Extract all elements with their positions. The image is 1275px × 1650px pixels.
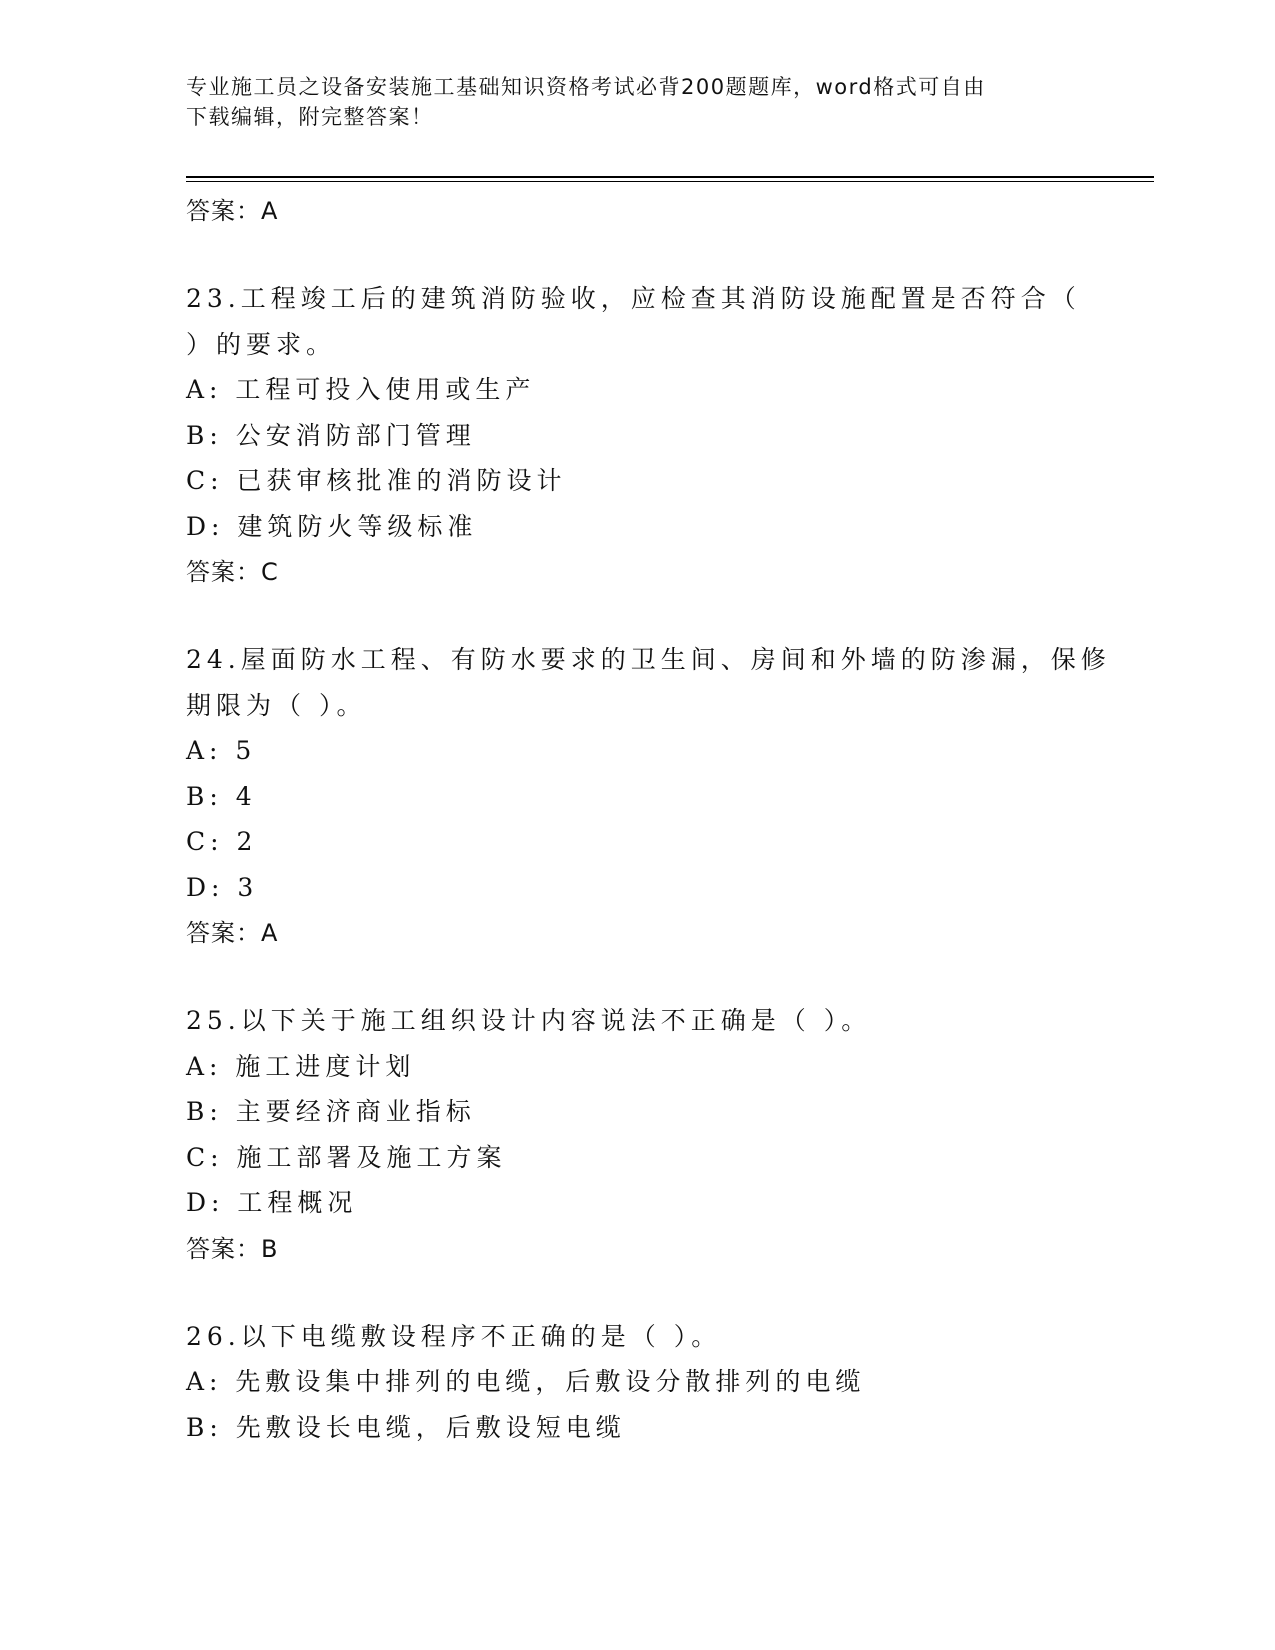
option-d: D: 建筑防火等级标准: [186, 511, 478, 541]
spacer: [186, 956, 1086, 998]
header-line-1: 专业施工员之设备安装施工基础知识资格考试必背200题题库，word格式可自由: [186, 75, 986, 99]
option-d: D: 3: [186, 872, 259, 902]
option-c: C: 已获审核批准的消防设计: [186, 466, 567, 495]
document-header: [186, 72, 1066, 132]
option-a: A: 施工进度计划: [186, 1051, 416, 1081]
option-a: A: 工程可投入使用或生产: [186, 375, 536, 404]
previous-answer: 答案：A: [186, 197, 279, 225]
header-rule-thin: [186, 181, 1154, 182]
document-body: [186, 188, 1111, 1450]
spacer: [186, 1272, 1086, 1314]
answer: 答案：C: [186, 558, 279, 586]
question-26: [186, 1314, 1086, 1451]
question-stem-line-2: ）的要求。: [186, 329, 337, 359]
option-a: A: 先敷设集中排列的电缆，后敷设分散排列的电缆: [186, 1367, 866, 1396]
option-b: B: 先敷设长电缆，后敷设短电缆: [186, 1412, 626, 1442]
question-24: [186, 637, 1111, 956]
question-stem-line-1: 24.屋面防水工程、有防水要求的卫生间、房间和外墙的防渗漏，保修: [186, 645, 1111, 674]
spacer: [186, 595, 1086, 637]
header-rule-thick: [186, 176, 1154, 178]
question-stem-line-2: 期限为（ ）。: [186, 690, 367, 720]
question-25: [186, 998, 1086, 1272]
option-b: B: 4: [186, 781, 257, 811]
option-b: B: 公安消防部门管理: [186, 420, 476, 450]
question-stem-line-1: 26.以下电缆敷设程序不正确的是（ ）。: [186, 1321, 722, 1351]
option-c: C: 2: [186, 827, 258, 856]
answer: 答案：B: [186, 1234, 279, 1263]
option-a: A: 5: [186, 736, 257, 765]
question-stem-line-1: 23.工程竣工后的建筑消防验收，应检查其消防设施配置是否符合（: [186, 284, 1081, 313]
question-stem-line-1: 25.以下关于施工组织设计内容说法不正确是（ ）。: [186, 1006, 872, 1035]
header-line-2: 下载编辑，附完整答案！: [186, 105, 434, 129]
option-c: C: 施工部署及施工方案: [186, 1142, 507, 1172]
spacer: [186, 234, 1086, 276]
option-d: D: 工程概况: [186, 1188, 358, 1217]
option-b: B: 主要经济商业指标: [186, 1097, 476, 1126]
question-23: [186, 276, 1086, 595]
answer: 答案：A: [186, 919, 279, 947]
